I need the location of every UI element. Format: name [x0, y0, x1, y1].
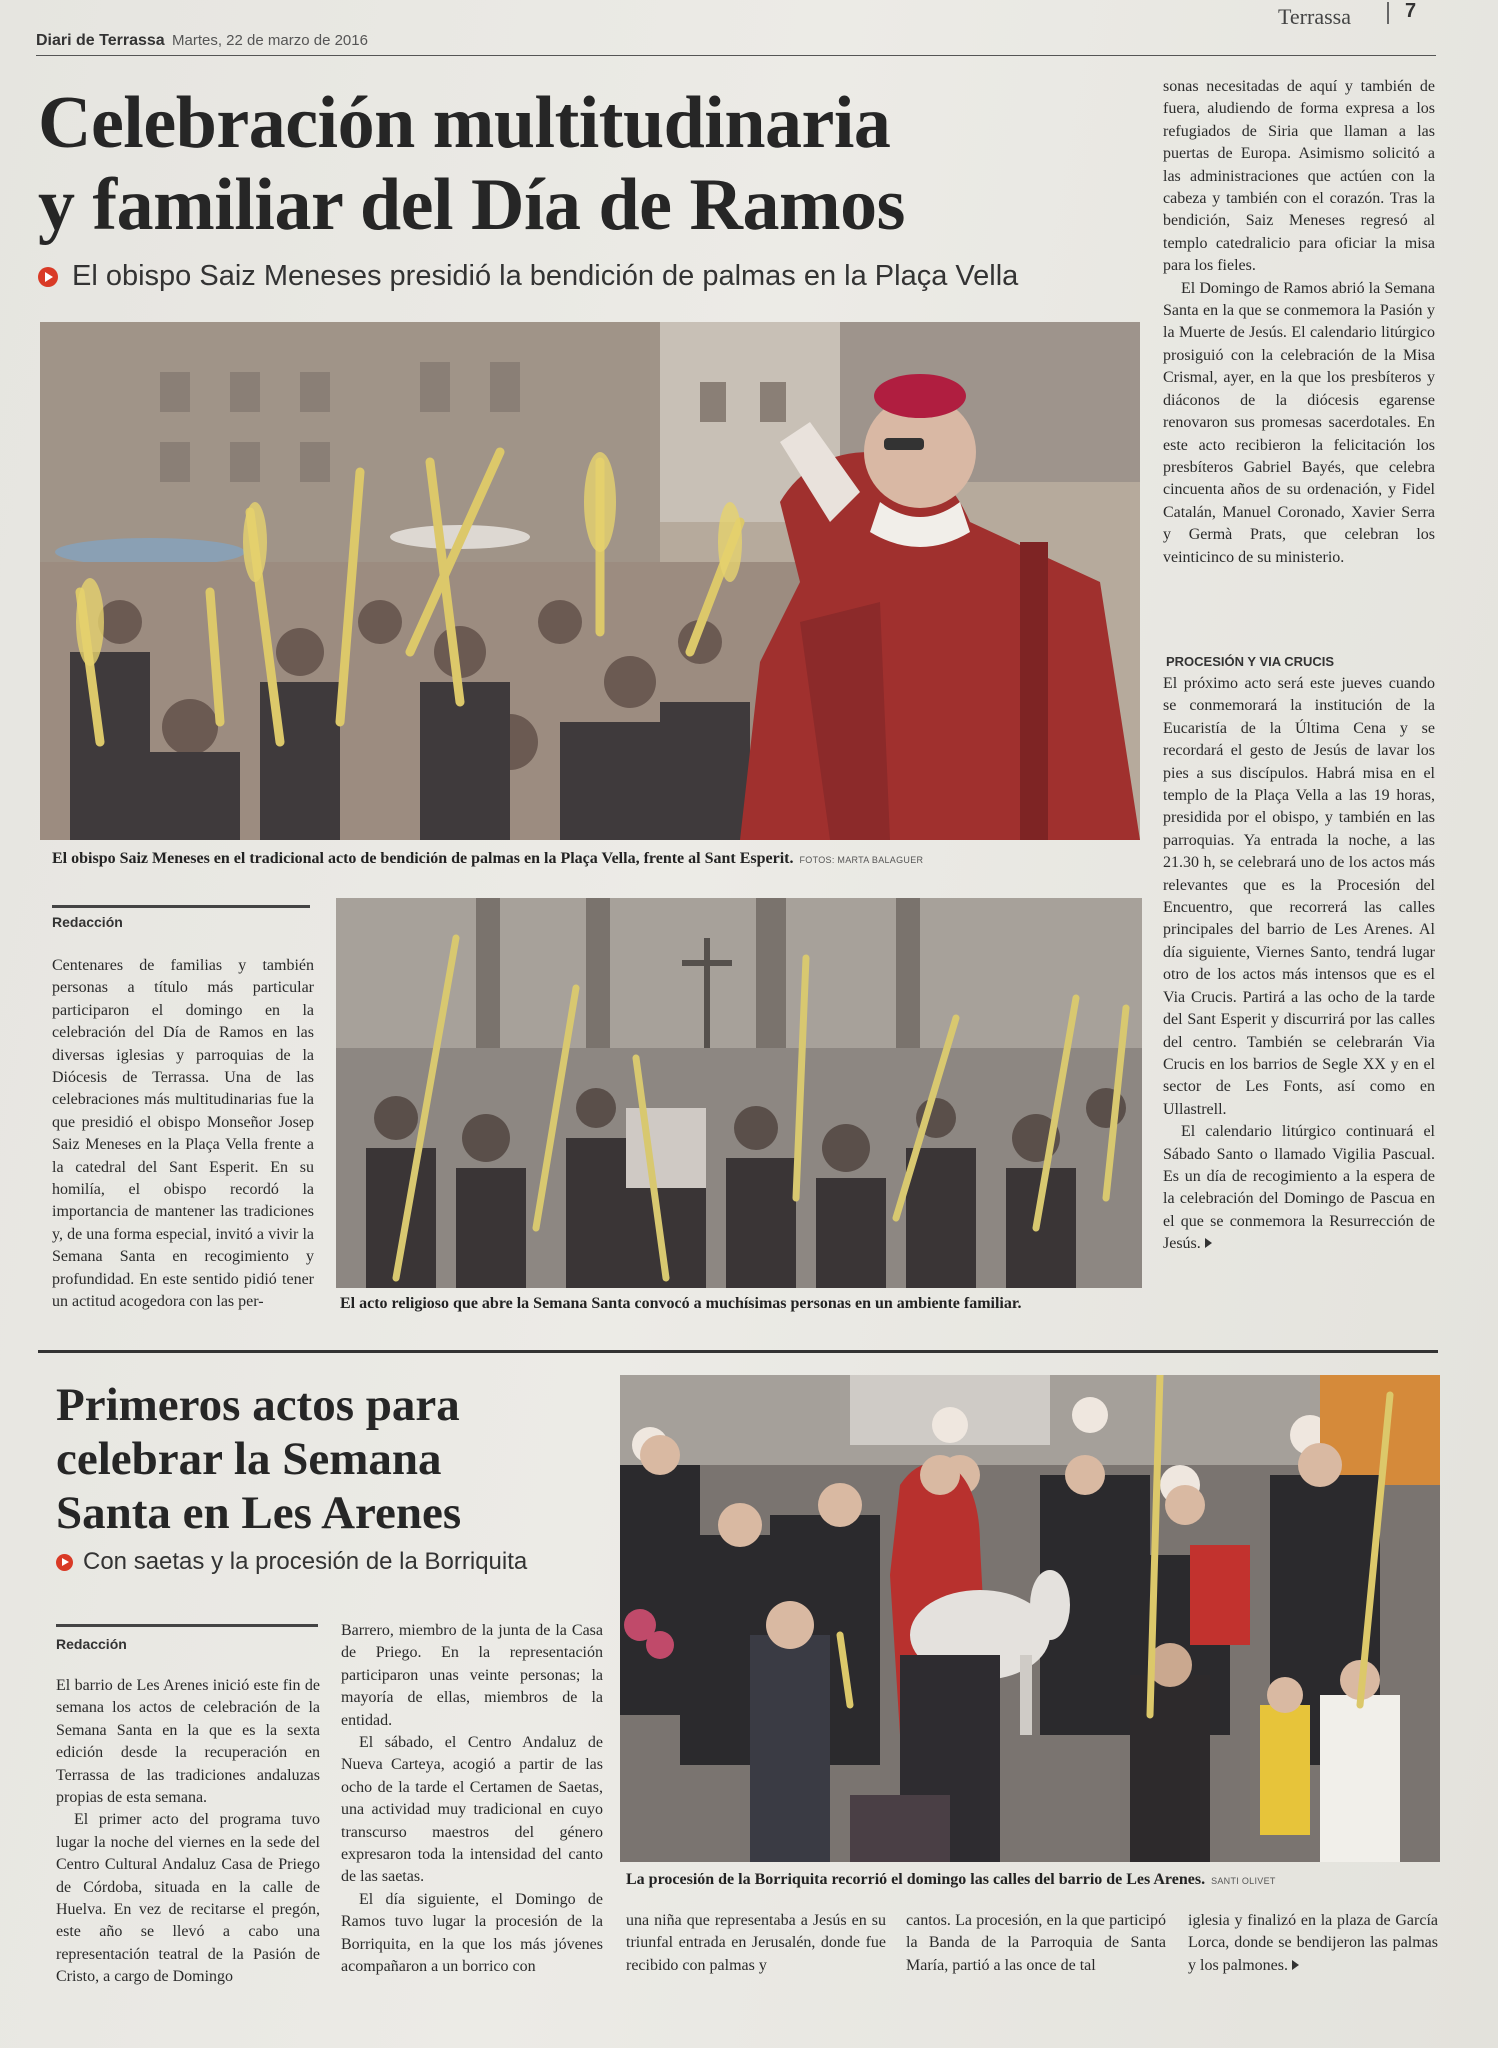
article2-column-2: [341, 1620, 603, 1997]
masthead-divider: [1387, 2, 1389, 24]
article2-col3-text: una niña que representaba a Jesús en su triunfal entrada en Jerusalén, donde fue recibido con palmas y: [626, 1912, 886, 1974]
section-name: Terrassa: [1278, 4, 1351, 29]
article2-col2-p2: El sábado, el Centro Andaluz de Nueva Carteya, acogió a partir de las ocho de la tarde el Certamen de Saetas, una actividad muy tradicional en cuyo transcurso maestros del género expresaron toda la intensidad del canto de las saetas.: [341, 1734, 603, 1886]
article2-headline-line1: Primeros actos para: [56, 1379, 460, 1431]
article2-col1-p1: El barrio de Les Arenes inició este fin de semana los actos de celebración de la Semana Santa en la que es la sexta edición desde la recuperación en Terrassa de las tradiciones andaluzas propias de esta semana.: [56, 1677, 320, 1807]
article2-headline-line3: Santa en Les Arenes: [56, 1487, 462, 1539]
crowd-palms-illustration: [336, 898, 1142, 1288]
paper-name: Diari de Terrassa: [36, 32, 165, 49]
bishop-blessing-photo: [40, 322, 1140, 840]
article2-headline: [56, 1378, 576, 1540]
bishop-blessing-illustration: [40, 322, 1140, 840]
end-of-article-icon: [1205, 1238, 1212, 1248]
article2-col2-p3: El día siguiente, el Domingo de Ramos tuvo lugar la procesión de la Borriquita, en la que los más jóvenes acompañaron a un borrico con: [341, 1890, 603, 1976]
page-number: 7: [1405, 0, 1417, 22]
article2-column-5: [1188, 1910, 1438, 2000]
masthead-rule: [36, 55, 1436, 56]
article1-subtitle: [38, 260, 1018, 293]
procession-caption: [626, 1870, 1276, 1891]
article2-col4-text: cantos. La procesión, en la que participó la Banda de la Parroquia de Santa María, partió a las once de tal: [906, 1912, 1166, 1974]
procession-credit: SANTI OLIVET: [1211, 1876, 1276, 1886]
byline-rule-2: [56, 1624, 318, 1627]
article2-column-4: [906, 1910, 1166, 2000]
article2-column-1: [56, 1675, 320, 1997]
crowd-palms-photo: [336, 898, 1142, 1288]
article1-right-p1: sonas necesitadas de aquí y también de fuera, aludiendo de forma expresa a los refugiados de Siria que llaman a las puertas de Europa. Asimismo solicitó a las administraciones que actúen con la cabeza y también con el corazón. Tras la bendición, Saiz Meneses regresó al templo catedralicio para oficiar la misa para los fieles.: [1163, 78, 1435, 275]
end-of-article-icon: [1292, 1960, 1299, 1970]
article2-col2-p1: Barrero, miembro de la junta de la Casa de Priego. En la representación participaron unas veinte personas; la mayoría de ellas, miembros de la entidad.: [341, 1622, 603, 1729]
article2-headline-line2: celebrar la Semana: [56, 1433, 442, 1485]
play-bullet-icon: [56, 1554, 73, 1571]
article2-subtitle-text: Con saetas y la procesión de la Borriquita: [83, 1548, 528, 1575]
photo2-caption: El acto religioso que abre la Semana Santa convocó a muchísimas personas en un ambiente familiar.: [340, 1295, 1022, 1312]
article1-subtitle-text: El obispo Saiz Meneses presidió la bendición de palmas en la Plaça Vella: [72, 260, 1019, 292]
article1-headline: [38, 82, 1118, 246]
article1-right-p2: El Domingo de Ramos abrió la Semana Santa en la que se conmemora la Pasión y la Muerte de Jesús. El calendario litúrgico prosiguió con la celebración de la Misa Crismal, ayer, en la que los presbíteros y diáconos de la diócesis egarense renovaron sus promesas sacerdotales. En este acto recibieron la felicitación los presbíteros Gabriel Bayés, que celebra cincuenta años de su ordenación, y Fidel Catalán, Manuel Coronado, Xavier Serra y Germà Prats, que celebran los veinticinco de su ministerio.: [1163, 279, 1435, 566]
article1-byline: Redacción: [52, 914, 123, 930]
article2-subtitle: [56, 1548, 527, 1576]
section-divider: [38, 1350, 1438, 1353]
photo1-caption: [52, 849, 923, 870]
article1-column-1: [52, 955, 314, 1325]
article1-subhead: PROCESIÓN Y VIA CRUCIS: [1166, 654, 1335, 669]
play-bullet-icon: [38, 267, 58, 287]
article1-right-p3: El próximo acto será este jueves cuando se conmemorará la institución de la Eucaristía de la Última Cena y se recordará el gesto de Jesús de lavar los pies a sus discípulos. Habrá misa en el templo de la Plaça Vella a las 19 horas, presidida por el obispo, y también en las parroquias. Ya entrada la noche, a las 21.30 h, se celebrará uno de los actos más relevantes que es la Procesión del Encuentro, que recorrerá las calles principales del barrio de Les Arenes. Al día siguiente, Viernes Santo, tendrá lugar otro de los actos más intensos que es el Via Crucis. Partirá a las ocho de la tarde del Sant Esperit y discurrirá por las calles del centro. También se celebrarán Via Crucis en los barrios de Segle XX y en el sector de Les Fonts, así como en Ullastrell.: [1163, 675, 1435, 1118]
article1-headline-line1: Celebración multitudinaria: [38, 82, 891, 164]
article2-col1-p2: El primer acto del programa tuvo lugar la noche del viernes en la sede del Centro Cultural Andaluz Casa de Priego de Córdoba, situada en la calle de Huelva. En vez de recitarse el pregón, este año se llevó a cabo una representación teatral de la Pasión de Cristo, a cargo de Domingo: [56, 1811, 320, 1986]
borriquita-procession-photo: [620, 1375, 1440, 1862]
procession-illustration: [620, 1375, 1440, 1862]
article2-column-3: [626, 1910, 886, 2000]
article2-col5-text: iglesia y finalizó en la plaza de García Lorca, donde se bendijeron las palmas y los palmones.: [1188, 1912, 1438, 1974]
photo1-caption-text: El obispo Saiz Meneses en el tradicional acto de bendición de palmas en la Plaça Vella, frente al Sant Esperit.: [52, 850, 794, 867]
article1-right-p4: El calendario litúrgico continuará el Sábado Santo o llamado Vigilia Pascual. Es un día de recogimiento a la espera de la celebración del Domingo de Pascua en el que se conmemora la Resurrección de Jesús.: [1163, 1123, 1435, 1253]
byline-rule: [52, 905, 310, 908]
article1-headline-line2: y familiar del Día de Ramos: [38, 164, 905, 246]
article1-right-column-top: [1163, 76, 1435, 656]
article1-right-column-bottom: [1163, 673, 1435, 1313]
article2-byline: Redacción: [56, 1636, 127, 1652]
article1-col1-text: Centenares de familias y también personas a título más particular participaron el domingo en la celebración del Día de Ramos en las diversas iglesias y parroquias de la Diócesis de Terrassa. Una de las celebraciones más multitudinarias fue la que presidió el obispo Monseñor Josep Saiz Meneses en la Plaça Vella frente a la catedral del Sant Esperit. En su homilía, el obispo recordó la importancia de mantener las tradiciones y, de una forma especial, invitó a vivir la Semana Santa en recogimiento y profundidad. En este sentido pidió tener un actitud acogedora con las per-: [52, 957, 314, 1311]
procession-caption-text: La procesión de la Borriquita recorrió el domingo las calles del barrio de Les Arenes.: [626, 1871, 1206, 1888]
photo1-credit: FOTOS: MARTA BALAGUER: [799, 855, 924, 865]
issue-date: Martes, 22 de marzo de 2016: [172, 32, 368, 49]
